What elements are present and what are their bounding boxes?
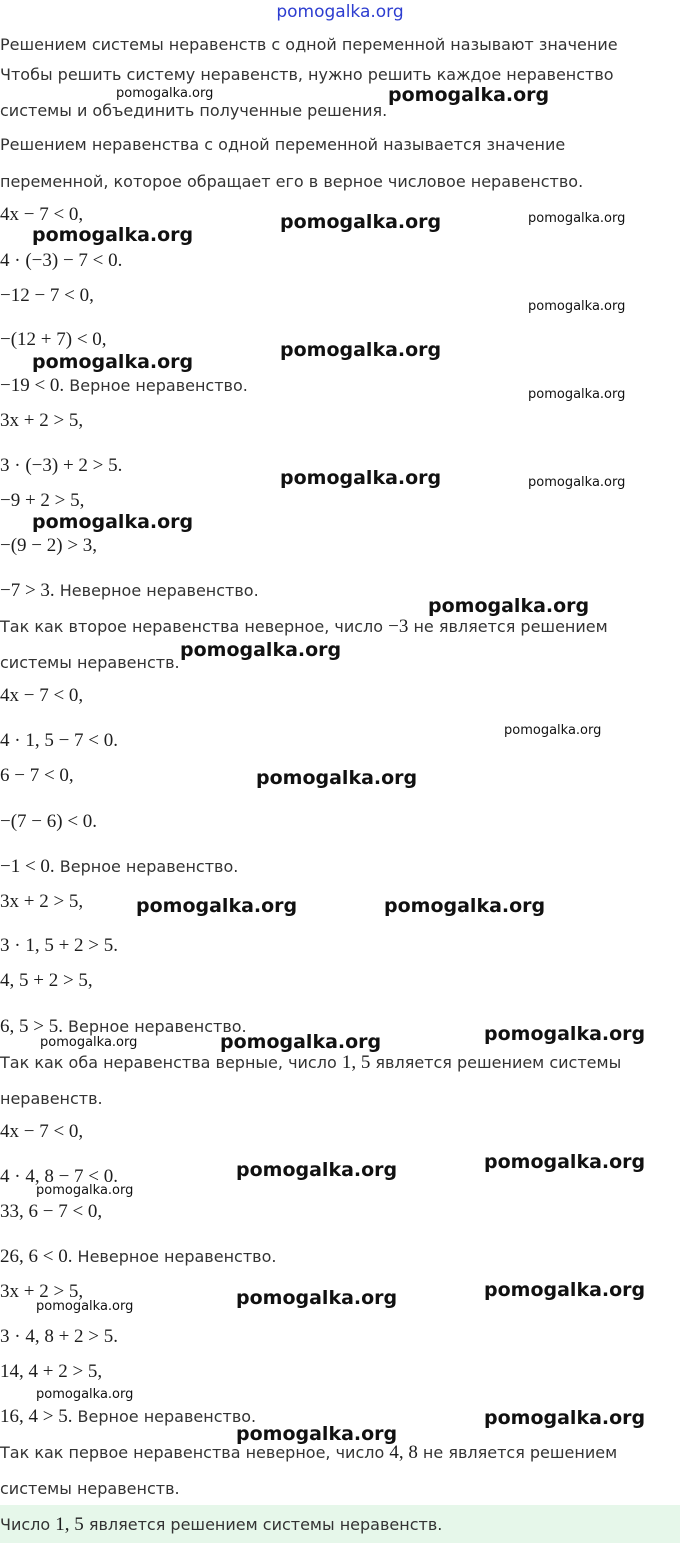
- answer-line: [0, 1514, 442, 1536]
- line-c4: [0, 1246, 276, 1268]
- watermark-text: pomogalka.org: [256, 767, 418, 789]
- math-expression: 14, 4 + 2 > 5,: [0, 1361, 103, 1382]
- line-a5: [0, 375, 248, 397]
- line-b7: [0, 935, 118, 957]
- line-a2: [0, 250, 122, 272]
- site-header-link[interactable]: pomogalka.org: [276, 2, 404, 22]
- text-segment: Неверное неравенство.: [72, 1247, 277, 1266]
- text-segment: системы неравенств.: [0, 1479, 180, 1498]
- watermark-text: pomogalka.org: [528, 299, 626, 314]
- math-expression: 1, 5: [341, 1052, 371, 1073]
- line-b5: [0, 856, 238, 878]
- line-c6: [0, 1326, 118, 1348]
- text-segment: Так как второе неравенства неверное, число: [0, 617, 389, 636]
- watermark-text: pomogalka.org: [36, 1183, 134, 1198]
- line-c10: [0, 1478, 180, 1500]
- math-expression: 6 − 7 < 0,: [0, 765, 74, 786]
- math-expression: 4, 5 + 2 > 5,: [0, 970, 93, 991]
- watermark-text: pomogalka.org: [236, 1159, 398, 1181]
- line-a4: [0, 329, 107, 351]
- line-c8: [0, 1406, 256, 1428]
- math-expression: 33, 6 − 7 < 0,: [0, 1201, 103, 1222]
- watermark-text: pomogalka.org: [236, 1423, 398, 1445]
- line-intro4: [0, 134, 565, 156]
- line-intro5: [0, 171, 583, 193]
- line-b1: [0, 685, 83, 707]
- line-a11: [0, 616, 608, 638]
- line-intro1: [0, 34, 618, 56]
- text-segment: является решением системы неравенств.: [83, 1515, 443, 1534]
- math-expression: 6, 5 > 5.: [0, 1016, 63, 1037]
- watermark-text: pomogalka.org: [32, 351, 194, 373]
- watermark-text: pomogalka.org: [116, 86, 214, 101]
- line-c1: [0, 1121, 83, 1143]
- text-segment: Чтобы решить систему неравенств, нужно решить каждое неравенство: [0, 65, 614, 84]
- line-c9: [0, 1442, 617, 1464]
- watermark-text: pomogalka.org: [280, 339, 442, 361]
- line-a1: [0, 204, 83, 226]
- line-b2: [0, 730, 118, 752]
- watermark-text: pomogalka.org: [220, 1031, 382, 1053]
- math-expression: 4 · 1, 5 − 7 < 0.: [0, 730, 119, 751]
- text-segment: Так как первое неравенства неверное, число: [0, 1443, 390, 1462]
- math-expression: 3x + 2 > 5,: [0, 891, 84, 912]
- line-c7: [0, 1361, 102, 1383]
- line-b3: [0, 765, 74, 787]
- math-expression: 1, 5: [55, 1514, 84, 1535]
- line-b4: [0, 811, 97, 833]
- math-expression: −3: [388, 616, 409, 637]
- text-segment: является решением системы: [370, 1053, 622, 1072]
- watermark-text: pomogalka.org: [180, 639, 342, 661]
- math-expression: 3 · 4, 8 + 2 > 5.: [0, 1326, 119, 1347]
- text-segment: переменной, которое обращает его в верное числовое неравенство.: [0, 172, 584, 191]
- math-expression: −(9 − 2) > 3,: [0, 535, 98, 556]
- math-expression: 26, 6 < 0.: [0, 1246, 73, 1267]
- watermark-text: pomogalka.org: [384, 895, 546, 917]
- math-expression: 4x − 7 < 0,: [0, 1121, 84, 1142]
- math-expression: −1 < 0.: [0, 856, 55, 877]
- line-intro2: [0, 64, 614, 86]
- math-expression: −19 < 0.: [0, 375, 65, 396]
- text-segment: Верное неравенство.: [64, 376, 248, 395]
- text-segment: системы неравенств.: [0, 653, 180, 672]
- watermark-text: pomogalka.org: [32, 224, 194, 246]
- math-expression: 4, 8: [389, 1442, 418, 1463]
- watermark-text: pomogalka.org: [40, 1035, 138, 1050]
- math-expression: 3x + 2 > 5,: [0, 410, 84, 431]
- text-segment: Так как оба неравенства верные, число: [0, 1053, 342, 1072]
- watermark-text: pomogalka.org: [528, 211, 626, 226]
- text-segment: Число: [0, 1515, 56, 1534]
- line-a9: [0, 535, 97, 557]
- text-segment: неравенств.: [0, 1089, 103, 1108]
- math-expression: 4 · (−3) − 7 < 0.: [0, 250, 123, 271]
- text-segment: Решением системы неравенств с одной переменной называют значение: [0, 35, 618, 54]
- watermark-text: pomogalka.org: [36, 1299, 134, 1314]
- watermark-text: pomogalka.org: [504, 723, 602, 738]
- line-b11: [0, 1088, 103, 1110]
- text-segment: системы и объединить полученные решения.: [0, 101, 388, 120]
- line-c3: [0, 1201, 102, 1223]
- watermark-text: pomogalka.org: [388, 84, 550, 106]
- math-expression: 3x + 2 > 5,: [0, 1281, 84, 1302]
- watermark-text: pomogalka.org: [484, 1023, 646, 1045]
- watermark-text: pomogalka.org: [36, 1387, 134, 1402]
- line-a7: [0, 455, 122, 477]
- math-expression: 4x − 7 < 0,: [0, 204, 84, 225]
- math-expression: −7 > 3.: [0, 580, 55, 601]
- math-expression: 3 · 1, 5 + 2 > 5.: [0, 935, 119, 956]
- math-expression: −(12 + 7) < 0,: [0, 329, 107, 350]
- text-segment: не является решением: [408, 617, 608, 636]
- text-segment: Неверное неравенство.: [54, 581, 259, 600]
- watermark-text: pomogalka.org: [280, 467, 442, 489]
- math-expression: −(7 − 6) < 0.: [0, 811, 98, 832]
- text-segment: Верное неравенство.: [72, 1407, 257, 1426]
- line-a10: [0, 580, 259, 602]
- text-segment: Решением неравенства с одной переменной называется значение: [0, 135, 566, 154]
- line-a12: [0, 652, 180, 674]
- text-segment: Верное неравенство.: [62, 1017, 247, 1036]
- math-expression: −9 + 2 > 5,: [0, 490, 85, 511]
- math-expression: 4x − 7 < 0,: [0, 685, 84, 706]
- watermark-text: pomogalka.org: [136, 895, 298, 917]
- watermark-text: pomogalka.org: [484, 1407, 646, 1429]
- text-segment: Верное неравенство.: [54, 857, 239, 876]
- line-a8: [0, 490, 84, 512]
- line-b10: [0, 1052, 621, 1074]
- answer-box: [0, 1505, 680, 1543]
- line-intro3: [0, 100, 387, 122]
- line-a6: [0, 410, 83, 432]
- watermark-text: pomogalka.org: [428, 595, 590, 617]
- line-a3: [0, 285, 94, 307]
- line-b8: [0, 970, 93, 992]
- math-expression: 16, 4 > 5.: [0, 1406, 73, 1427]
- watermark-text: pomogalka.org: [528, 475, 626, 490]
- watermark-text: pomogalka.org: [484, 1151, 646, 1173]
- watermark-text: pomogalka.org: [236, 1287, 398, 1309]
- math-expression: −12 − 7 < 0,: [0, 285, 94, 306]
- watermark-text: pomogalka.org: [32, 511, 194, 533]
- watermark-text: pomogalka.org: [280, 211, 442, 233]
- math-expression: 4 · 4, 8 − 7 < 0.: [0, 1166, 119, 1187]
- line-b6: [0, 891, 83, 913]
- watermark-text: pomogalka.org: [528, 387, 626, 402]
- watermark-text: pomogalka.org: [484, 1279, 646, 1301]
- math-expression: 3 · (−3) + 2 > 5.: [0, 455, 123, 476]
- text-segment: не является решением: [417, 1443, 618, 1462]
